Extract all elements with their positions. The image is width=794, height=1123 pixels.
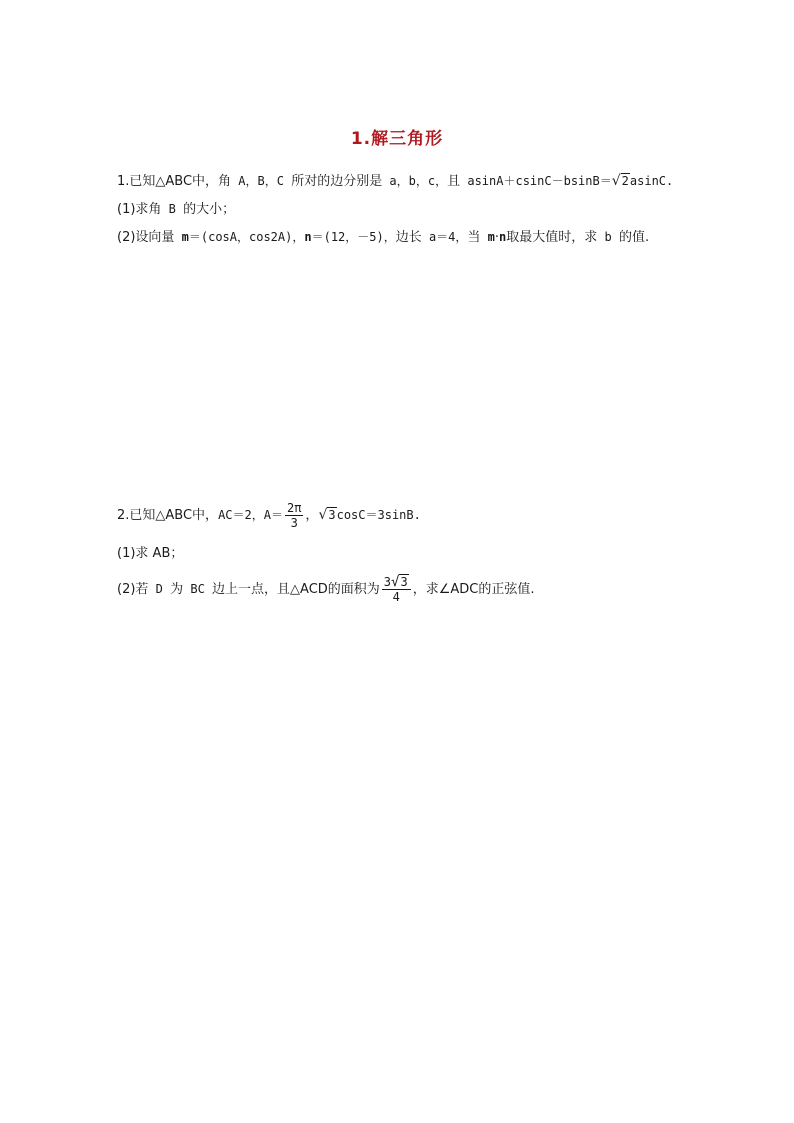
p2-part2-d: D bbox=[148, 582, 171, 596]
p1-lead: 1.已知△ABC中，角 bbox=[117, 174, 232, 189]
sqrt-2: √2 bbox=[611, 173, 629, 189]
p1-part2-a4: a＝4， bbox=[421, 230, 468, 244]
vector-m: m bbox=[174, 230, 189, 244]
dot-operator: · bbox=[494, 230, 500, 245]
p1-part2-end: 的值. bbox=[618, 230, 650, 245]
p1-part2-m: ＝(cosA，cos2A)， bbox=[188, 230, 305, 244]
p1-part2-max: 取最大值时，求 bbox=[506, 230, 598, 245]
p2-equation: cosC＝3sinB. bbox=[336, 508, 421, 522]
p1-part2-n: ＝(12，－5)， bbox=[311, 230, 396, 244]
problem1-statement bbox=[117, 172, 673, 191]
p2-comma: ， bbox=[305, 508, 319, 523]
p1-part2-a: (2)设向量 bbox=[117, 230, 175, 245]
p1-sides: a，b，c， bbox=[382, 174, 448, 188]
p1-mid: 所对的边分别是 bbox=[291, 174, 383, 189]
vector-n2: n bbox=[499, 230, 507, 244]
vector-m2: m bbox=[480, 230, 495, 244]
p1-equation: asinA＋csinC－bsinB＝ bbox=[460, 174, 612, 188]
p1-part2-b: b bbox=[597, 230, 619, 244]
problem2-part1 bbox=[117, 545, 183, 563]
problem2-statement bbox=[117, 500, 421, 531]
sqrt-3: √3 bbox=[318, 507, 336, 523]
p1-part1-c: 的大小； bbox=[183, 202, 236, 217]
p2-lead: 2.已知△ABC中， bbox=[117, 508, 219, 523]
p1-part1-b: B bbox=[161, 202, 184, 216]
p2-part1: (1)求 AB； bbox=[117, 546, 184, 561]
problem2-part2 bbox=[117, 571, 534, 608]
page-title: 1.解三角形 bbox=[350, 129, 444, 149]
p1-part1-a: (1)求角 bbox=[117, 202, 162, 217]
p1-part2-side: 边长 bbox=[395, 230, 422, 245]
vector-n: n bbox=[304, 230, 312, 244]
p2-part2-bc: BC bbox=[183, 582, 213, 596]
p2-part2-b: 为 bbox=[170, 582, 184, 597]
problem1-part1 bbox=[117, 200, 235, 219]
p1-abc: A，B，C bbox=[231, 174, 292, 188]
p1-and: 且 bbox=[447, 174, 461, 189]
p1-tail: asinC. bbox=[629, 174, 674, 188]
fraction-2pi-3: $\frac{2\pi}{3}$ bbox=[286, 501, 302, 530]
p2-part2-end: ，求∠ADC的正弦值. bbox=[412, 582, 535, 597]
p2-ac: AC＝2，A＝ bbox=[218, 508, 283, 522]
problem1-part2 bbox=[117, 228, 649, 247]
fraction-3sqrt3-4: $\frac{3√3}{4}$ bbox=[382, 575, 411, 604]
p2-part2-a: (2)若 bbox=[117, 582, 149, 597]
p1-part2-when: 当 bbox=[467, 230, 481, 245]
p2-part2-c: 边上一点，且△ACD的面积为 bbox=[212, 582, 380, 597]
